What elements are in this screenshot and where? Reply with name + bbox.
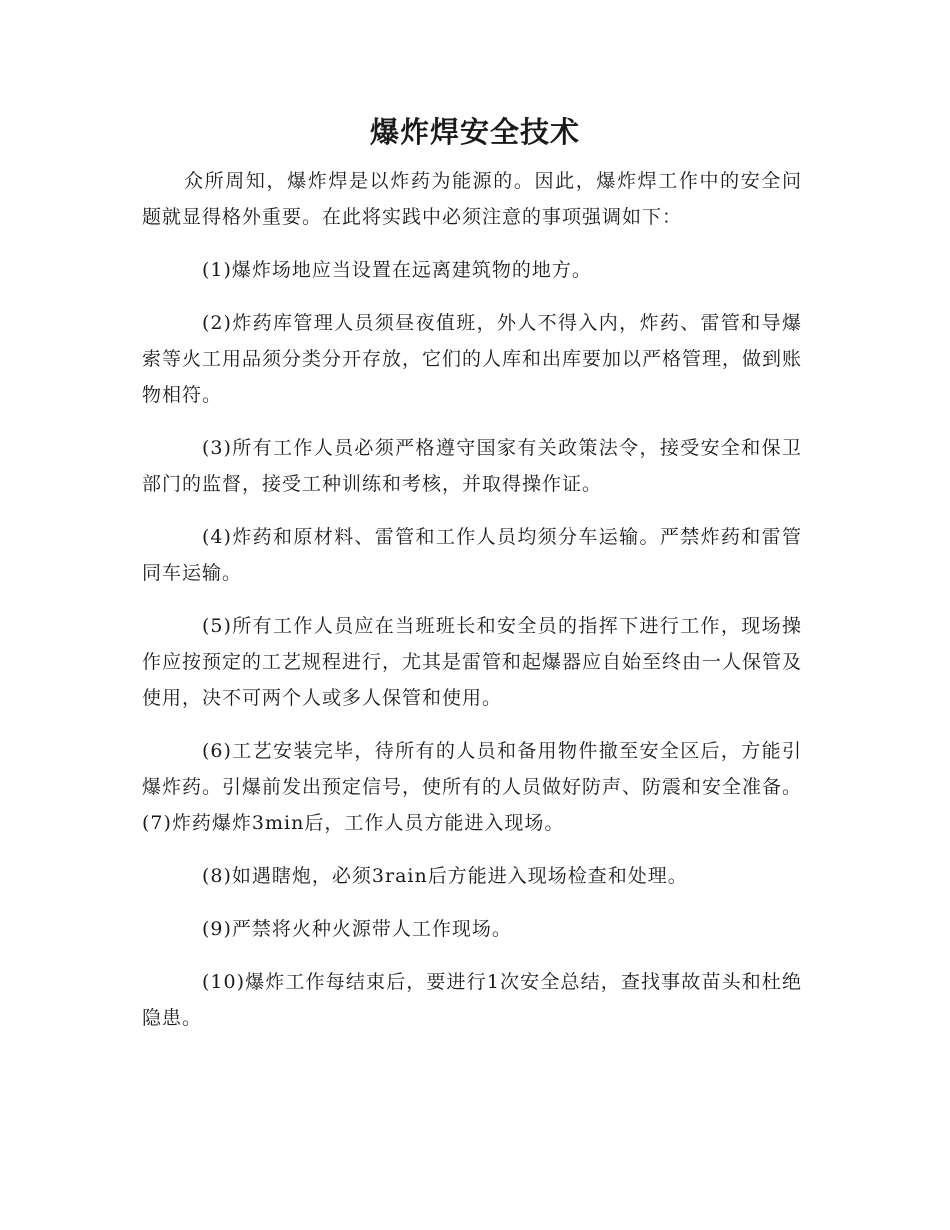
list-item: (5)所有工作人员应在当班班长和安全员的指挥下进行工作，现场操作应按预定的工艺规程进行，尤其是雷管和起爆器应自始至终由一人保管及使用，决不可两个人或多人保管和使用。 [142,615,803,709]
list-item: (2)炸药库管理人员须昼夜值班，外人不得入内，炸药、雷管和导爆索等火工用品须分类分开存放，它们的人库和出库要加以严格管理，做到账物相符。 [142,312,803,406]
list-item: (9)严禁将火种火源带人工作现场。 [202,918,512,940]
list-item: (8)如遇瞎炮，必须3rain后方能进入现场检查和处理。 [202,865,688,887]
intro-paragraph: 众所周知，爆炸焊是以炸药为能源的。因此，爆炸焊工作中的安全问题就显得格外重要。在此将实践中必须注意的事项强调如下： [142,170,802,228]
list-item: (3)所有工作人员必须严格遵守国家有关政策法令，接受安全和保卫部门的监督，接受工种训练和考核，并取得操作证。 [142,437,802,495]
list-item: (4)炸药和原材料、雷管和工作人员均须分车运输。严禁炸药和雷管同车运输。 [142,526,802,584]
list-item: (6)工艺安装完毕，待所有的人员和备用物件撤至安全区后，方能引爆炸药。引爆前发出预定信号，使所有的人员做好防声、防震和安全准备。 (7)炸药爆炸3min后，工作人员方能进入现场。 [142,740,803,834]
list-item: (1)爆炸场地应当设置在远离建筑物的地方。 [202,259,592,281]
page-title: 爆炸焊安全技术 [369,115,580,149]
list-item: (10)爆炸工作每结束后，要进行1次安全总结，查找事故苗头和杜绝隐患。 [142,971,802,1029]
document-body [142,163,802,1053]
